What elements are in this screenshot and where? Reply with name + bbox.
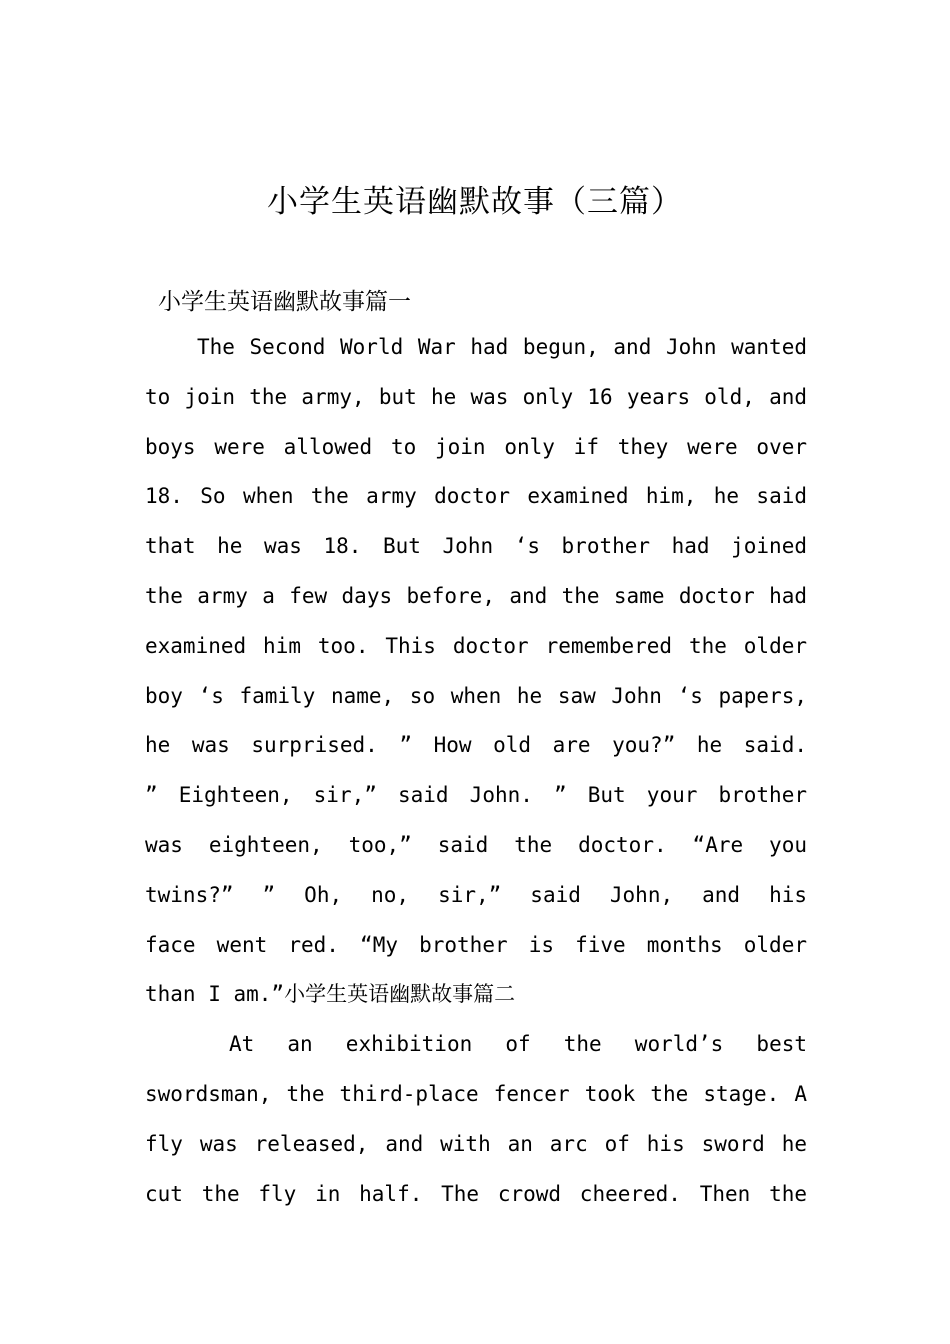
text-line: swordsman, the third-place fencer took the stage. A (145, 1081, 807, 1106)
text-line: boy ‘s family name, so when he saw John ‘s papers, (145, 683, 807, 708)
text-line: 18. So when the army doctor examined him, he said (145, 484, 807, 509)
section-heading: 小学生英语幽默故事篇一 (158, 289, 411, 315)
text-line: the army a few days before, and the same doctor had (145, 583, 807, 608)
text-line: examined him too. This doctor remembered the older (145, 633, 807, 658)
text-line: that he was 18. But John ‘s brother had joined (145, 534, 807, 559)
text-line: cut the fly in half. The crowd cheered. Then the (145, 1181, 807, 1206)
text-line: ” Eighteen, sir,” said John. ” But your brother (145, 783, 807, 808)
text-line: face went red. “My brother is five months older (145, 932, 807, 957)
text-line: twins?” ” Oh, no, sir,” said John, and his (145, 882, 807, 907)
text-line: At an exhibition of the world’s best (229, 1032, 807, 1057)
text-line: boys were allowed to join only if they were over (145, 434, 807, 459)
text-line: he was surprised. ” How old are you?” he said. (145, 733, 807, 758)
text-line: The Second World War had begun, and John wanted (197, 335, 807, 359)
text-line: was eighteen, too,” said the doctor. “Are you (145, 832, 807, 857)
story-body (145, 323, 807, 1219)
text-line: fly was released, and with an arc of his sword he (145, 1131, 807, 1156)
text-line: than I am.”小学生英语幽默故事篇二 (145, 982, 516, 1007)
text-line: to join the army, but he was only 16 years old, and (145, 384, 807, 409)
document-title: 小学生英语幽默故事（三篇） (267, 184, 683, 220)
